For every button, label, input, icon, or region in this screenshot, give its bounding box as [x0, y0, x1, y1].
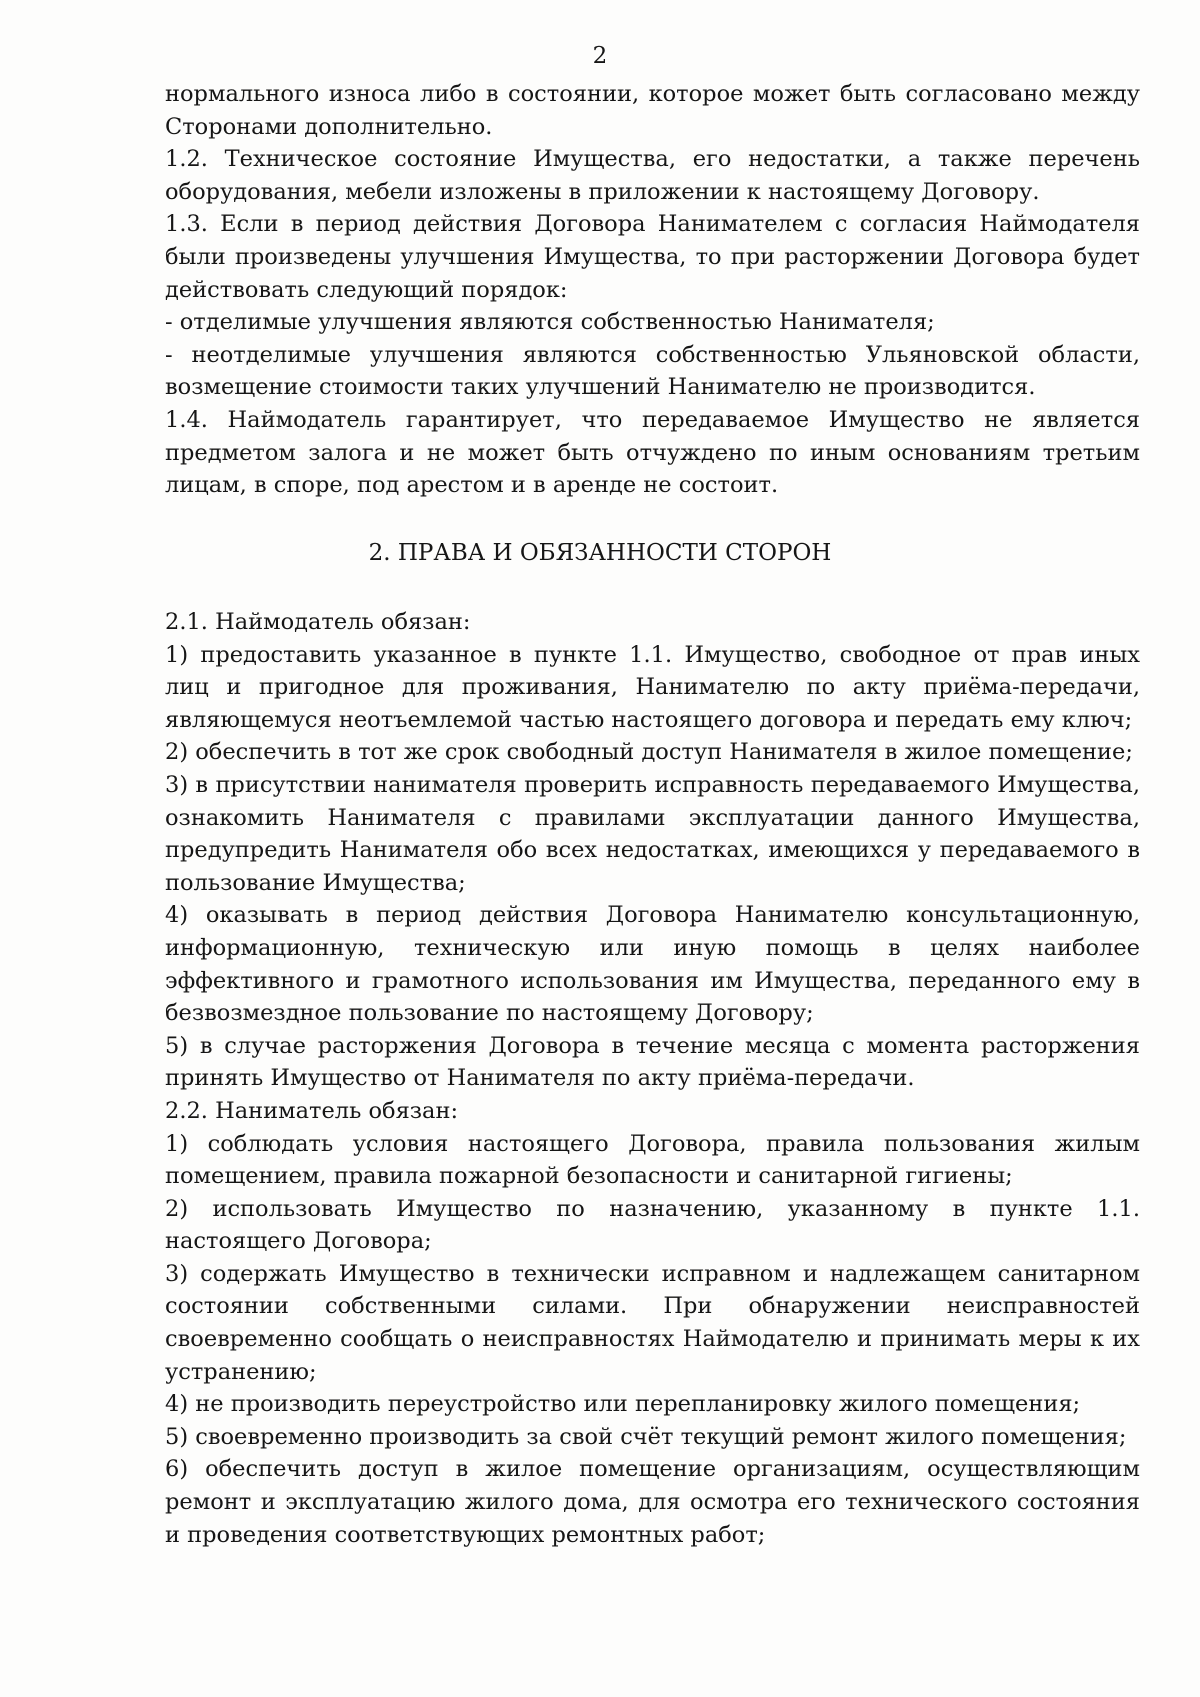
paragraph-2-2-item-5: 5) своевременно производить за свой счёт текущий ремонт жилого помещения; — [165, 1423, 1127, 1450]
paragraph-2-1: 2.1. Наймодатель обязан: — [165, 609, 471, 635]
paragraph-2-1-item-2: 2) обеспечить в тот же срок свободный доступ Нанимателя в жилое помещение; — [165, 739, 1133, 766]
paragraph-1-3-item-b: - неотделимые улучшения являются собственностью Ульяновской области, возмещение стоимости таких улучшений Нанимателю не производится. — [165, 341, 1140, 401]
paragraph-1-1-continuation: нормального износа либо в состоянии, которое может быть согласовано между Сторонами дополнительно. — [165, 81, 1140, 140]
paragraph-1-3-item-a: - отделимые улучшения являются собственностью Нанимателя; — [165, 309, 935, 336]
paragraph-2-2-item-6: 6) обеспечить доступ в жилое помещение организациям, осуществляющим ремонт и эксплуатацию жилого дома, для осмотра его технического состояния и проведения соответствующих ремонтных работ; — [165, 1456, 1140, 1548]
paragraph-2-1-item-4: 4) оказывать в период действия Договора Нанимателю консультационную, информационную, техническую или иную помощь в целях наиболее эффективного и грамотного использования им Имущества, переданного ему в безвозмездное пользование по настоящему Договору; — [165, 902, 1140, 1027]
paragraph-2-2-item-4: 4) не производить переустройство или перепланировку жилого помещения; — [165, 1391, 1081, 1418]
paragraph-2-2-item-1: 1) соблюдать условия настоящего Договора, правила пользования жилым помещением, правила пожарной безопасности и санитарной гигиены; — [165, 1130, 1140, 1190]
paragraph-2-1-item-1: 1) предоставить указанное в пункте 1.1. Имущество, свободное от прав иных лиц и пригодное для проживания, Нанимателю по акту приёма-передачи, являющемуся неотъемлемой частью настоящего договора и передать ему ключ; — [165, 641, 1140, 733]
paragraph-2-1-item-3: 3) в присутствии нанимателя проверить исправность передаваемого Имущества, ознакомить Нанимателя с правилами эксплуатации данного Имущества, предупредить Нанимателя обо всех недостатках, имеющихся у передаваемого в пользование Имущества; — [165, 771, 1140, 896]
section-2-body — [165, 606, 1140, 1551]
section-1-continuation — [165, 78, 1140, 502]
paragraph-2-2: 2.2. Наниматель обязан: — [165, 1097, 459, 1124]
paragraph-1-3: 1.3. Если в период действия Договора Нанимателем с согласия Наймодателя были произведены улучшения Имущества, то при расторжении Договора будет действовать следующий порядок: — [165, 211, 1140, 303]
section-2-heading: 2. ПРАВА И ОБЯЗАННОСТИ СТОРОН — [368, 540, 832, 566]
paragraph-2-2-item-3: 3) содержать Имущество в технически исправном и надлежащем санитарном состоянии собственными силами. При обнаружении неисправностей своевременно сообщать о неисправностях Наймодателю и принимать меры к их устранению; — [165, 1260, 1140, 1385]
paragraph-1-2: 1.2. Техническое состояние Имущества, его недостатки, а также перечень оборудования, мебели изложены в приложении к настоящему Договору. — [165, 146, 1140, 205]
paragraph-2-1-item-5: 5) в случае расторжения Договора в течение месяца с момента расторжения принять Имущество от Нанимателя по акту приёма-передачи. — [165, 1032, 1140, 1092]
paragraph-2-2-item-2: 2) использовать Имущество по назначению, указанному в пункте 1.1. настоящего Договора; — [165, 1195, 1140, 1255]
paragraph-1-4: 1.4. Наймодатель гарантирует, что передаваемое Имущество не является предметом залога и не может быть отчуждено по иным основаниям третьим лицам, в споре, под арестом и в аренде не состоит. — [165, 406, 1140, 499]
page-number: 2 — [592, 43, 608, 69]
